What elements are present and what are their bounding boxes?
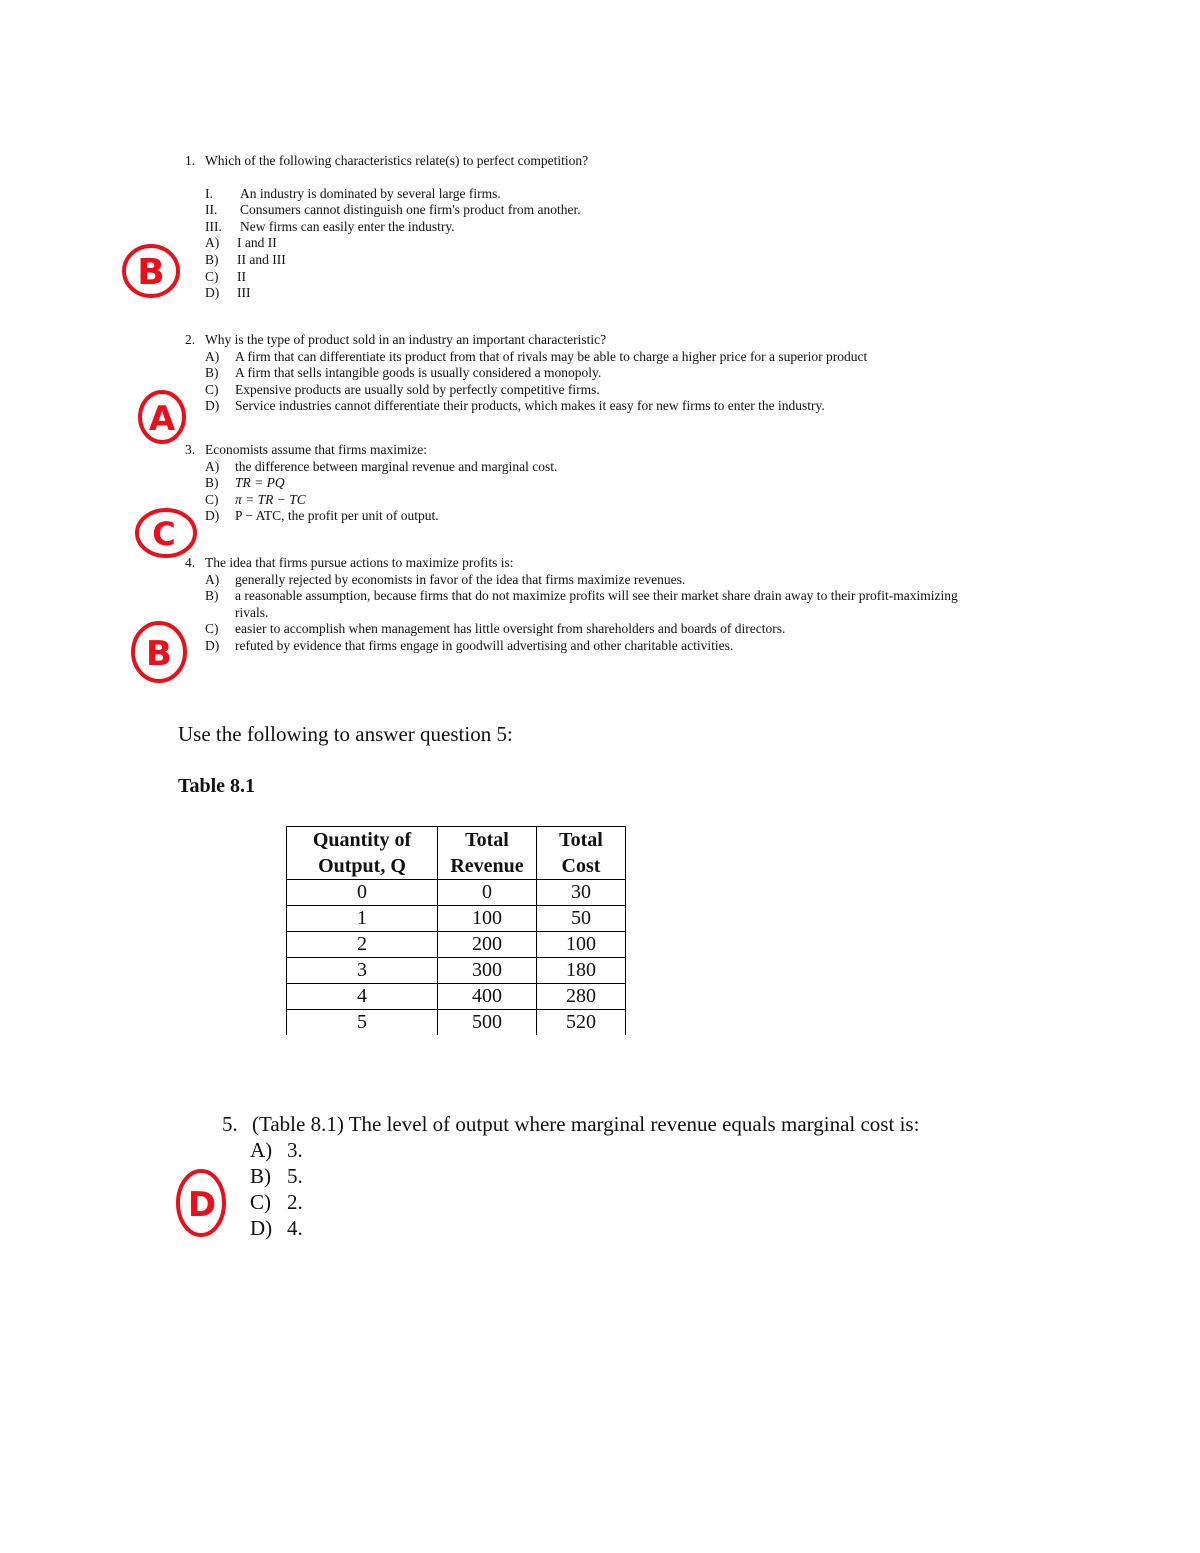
- table-cell: 300: [438, 958, 537, 984]
- handwritten-answer-circle-1: [118, 240, 188, 304]
- option-a: A) A firm that can differentiate its product from that of rivals may be able to charge a higher price for a superior product: [205, 348, 868, 364]
- option-a: A) 3.: [250, 1138, 303, 1162]
- table-cell: 1: [287, 906, 438, 932]
- handwritten-answer-letter: C: [152, 515, 176, 553]
- table-cell: 200: [438, 932, 537, 958]
- question-1: [185, 153, 588, 302]
- table-cell: 3: [287, 958, 438, 984]
- handwritten-answer-letter: B: [137, 252, 165, 293]
- table-row: [287, 958, 626, 984]
- handwritten-answer-circle-3: [133, 504, 205, 562]
- table-cell: 100: [438, 906, 537, 932]
- option-c: C) II: [205, 268, 246, 284]
- statement-3: III. New firms can easily enter the industry.: [205, 218, 455, 234]
- statement-2: II. Consumers cannot distinguish one firm's product from another.: [205, 202, 581, 218]
- question-5: [222, 1111, 919, 1241]
- column-header: Total Cost: [537, 827, 626, 880]
- table-cell: 50: [537, 906, 626, 932]
- option-c: C) Expensive products are usually sold by perfectly competitive firms.: [205, 381, 600, 397]
- column-header: Total Revenue: [438, 827, 537, 880]
- option-b: B) a reasonable assumption, because firms that do not maximize profits will see their market share drain away to their profit-maximizing rivals.: [205, 588, 958, 620]
- table-row: [287, 1010, 626, 1036]
- column-header: Quantity of Output, Q: [287, 827, 438, 880]
- statement-1: I. An industry is dominated by several large firms.: [205, 185, 501, 201]
- table-cell: 2: [287, 932, 438, 958]
- option-a: A) the difference between marginal revenue and marginal cost.: [205, 458, 558, 474]
- table-cell: 280: [537, 984, 626, 1010]
- table-cell: 0: [438, 880, 537, 906]
- option-a: A) generally rejected by economists in favor of the idea that firms maximize revenues.: [205, 571, 686, 587]
- table-title: Table 8.1: [178, 775, 256, 797]
- handwritten-answer-circle-2: [134, 386, 194, 450]
- table-cell: 5: [287, 1010, 438, 1036]
- table-row: [287, 932, 626, 958]
- option-d: D) III: [205, 285, 251, 301]
- table-cell: 4: [287, 984, 438, 1010]
- option-b: B) TR = PQ: [205, 475, 285, 491]
- question-3: [185, 442, 557, 525]
- table-cell: 520: [537, 1010, 626, 1036]
- question-stem: 5. (Table 8.1) The level of output where marginal revenue equals marginal cost is:: [222, 1112, 920, 1136]
- data-table: [286, 826, 626, 1035]
- option-b: B) A firm that sells intangible goods is usually considered a monopoly.: [205, 365, 602, 381]
- question-4: [185, 555, 965, 655]
- table-cell: 400: [438, 984, 537, 1010]
- option-b: B) 5.: [250, 1164, 303, 1188]
- option-c: C) 2.: [250, 1190, 303, 1214]
- option-a: A) I and II: [205, 235, 277, 251]
- option-d: D) P − ATC, the profit per unit of output.: [205, 508, 439, 524]
- table-row: [287, 984, 626, 1010]
- question-stem: 1. Which of the following characteristics relate(s) to perfect competition?: [185, 153, 589, 168]
- option-d: D) 4.: [250, 1216, 303, 1240]
- option-d: D) Service industries cannot differentiate their products, which makes it easy for new firms to enter the industry.: [205, 398, 825, 414]
- table-cell: 0: [287, 880, 438, 906]
- table-row: [287, 880, 626, 906]
- question-stem: 4. The idea that firms pursue actions to maximize profits is:: [185, 555, 514, 570]
- table-cell: 500: [438, 1010, 537, 1036]
- handwritten-answer-letter: D: [187, 1185, 217, 1225]
- option-c: C) π = TR − TC: [205, 491, 306, 507]
- table-intro: Use the following to answer question 5:: [178, 722, 513, 746]
- question-stem: 2. Why is the type of product sold in an industry an important characteristic?: [185, 332, 607, 347]
- table-cell: 100: [537, 932, 626, 958]
- option-d: D) refuted by evidence that firms engage in goodwill advertising and other charitable activities.: [205, 637, 734, 653]
- question-2: [185, 332, 867, 415]
- handwritten-answer-letter: B: [146, 634, 172, 674]
- option-c: C) easier to accomplish when management has little oversight from shareholders and boards of directors.: [205, 621, 786, 637]
- handwritten-answer-letter: A: [148, 399, 176, 439]
- table-row: [287, 906, 626, 932]
- option-b: B) II and III: [205, 251, 286, 267]
- table-cell: 30: [537, 880, 626, 906]
- handwritten-answer-circle-4: [128, 618, 192, 686]
- table-header-row: [287, 827, 626, 880]
- table-cell: 180: [537, 958, 626, 984]
- question-stem: 3. Economists assume that firms maximize:: [185, 442, 427, 457]
